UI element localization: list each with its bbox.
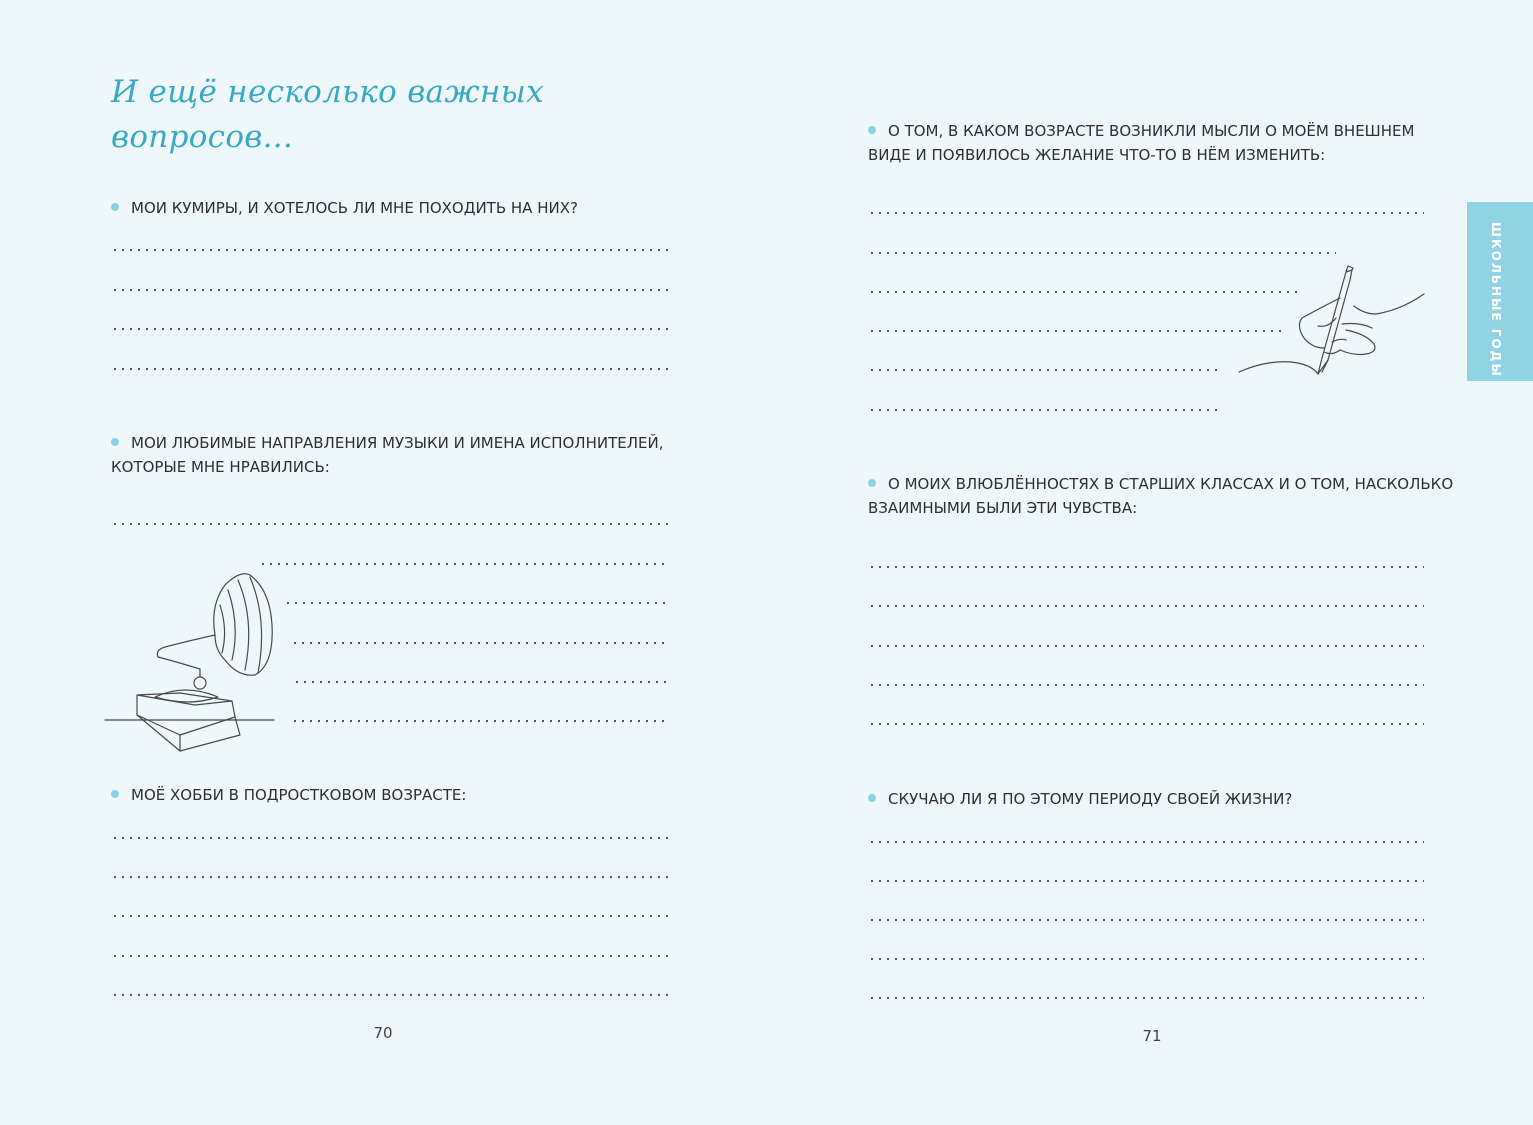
answer-line <box>868 566 1424 568</box>
bullet-dot <box>111 203 119 211</box>
question-text: МОИ ЛЮБИМЫЕ НАПРАВЛЕНИЯ МУЗЫКИ И ИМЕНА ИСПОЛНИТЕЛЕЙ, <box>131 434 664 452</box>
page-title: И ещё несколько важных вопросов... <box>111 74 544 155</box>
answer-line <box>291 720 669 722</box>
answer-line <box>111 368 669 370</box>
hand-with-pen-icon <box>1236 262 1428 380</box>
answer-line <box>111 523 669 525</box>
gramophone-icon <box>100 565 280 765</box>
answer-line <box>868 723 1424 725</box>
question-text: МОЁ ХОББИ В ПОДРОСТКОВОМ ВОЗРАСТЕ: <box>131 786 467 804</box>
bullet-dot <box>868 479 876 487</box>
question-text: КОТОРЫЕ МНЕ НРАВИЛИСЬ: <box>111 458 330 476</box>
answer-line <box>259 563 669 565</box>
answer-line <box>868 958 1424 960</box>
answer-line <box>868 645 1424 647</box>
answer-line <box>111 955 669 957</box>
answer-line <box>868 841 1424 843</box>
question-music <box>111 431 663 479</box>
bullet-dot <box>111 790 119 798</box>
answer-line <box>111 876 669 878</box>
answer-line <box>868 252 1336 254</box>
page-number-left: 70 <box>373 1024 393 1042</box>
bullet-dot <box>111 438 119 446</box>
answer-line <box>868 684 1424 686</box>
bullet-dot <box>868 794 876 802</box>
question-appearance <box>868 119 1414 167</box>
answer-line <box>291 642 669 644</box>
question-text: ВИДЕ И ПОЯВИЛОСЬ ЖЕЛАНИЕ ЧТО-ТО В НЁМ ИЗМЕНИТЬ: <box>868 146 1326 164</box>
answer-line <box>868 330 1282 332</box>
answer-line <box>868 997 1424 999</box>
answer-line <box>111 289 669 291</box>
answer-line <box>868 409 1220 411</box>
answer-line <box>111 837 669 839</box>
answer-line <box>111 328 669 330</box>
question-crushes <box>868 472 1453 520</box>
answer-line <box>868 369 1220 371</box>
answer-line <box>868 880 1424 882</box>
answer-line <box>868 605 1424 607</box>
section-tab-label: ШКОЛЬНЫЕ ГОДЫ <box>1489 222 1503 378</box>
answer-line <box>868 212 1424 214</box>
answer-line <box>284 602 669 604</box>
question-text: СКУЧАЮ ЛИ Я ПО ЭТОМУ ПЕРИОДУ СВОЕЙ ЖИЗНИ? <box>888 790 1293 808</box>
question-text: О МОИХ ВЛЮБЛЁННОСТЯХ В СТАРШИХ КЛАССАХ И О ТОМ, НАСКОЛЬКО <box>888 475 1454 493</box>
answer-line <box>111 249 669 251</box>
question-nostalgia <box>868 787 1292 811</box>
question-text: О ТОМ, В КАКОМ ВОЗРАСТЕ ВОЗНИКЛИ МЫСЛИ О МОЁМ ВНЕШНЕМ <box>888 122 1415 140</box>
question-hobby <box>111 783 466 807</box>
question-idols <box>111 196 578 220</box>
page-number-right: 71 <box>1142 1027 1162 1045</box>
answer-line <box>868 919 1424 921</box>
answer-line <box>111 915 669 917</box>
question-text: ВЗАИМНЫМИ БЫЛИ ЭТИ ЧУВСТВА: <box>868 499 1138 517</box>
bullet-dot <box>868 126 876 134</box>
answer-line <box>293 681 669 683</box>
question-text: МОИ КУМИРЫ, И ХОТЕЛОСЬ ЛИ МНЕ ПОХОДИТЬ НА НИХ? <box>131 199 578 217</box>
answer-line <box>111 994 669 996</box>
section-tab[interactable] <box>1467 202 1533 381</box>
